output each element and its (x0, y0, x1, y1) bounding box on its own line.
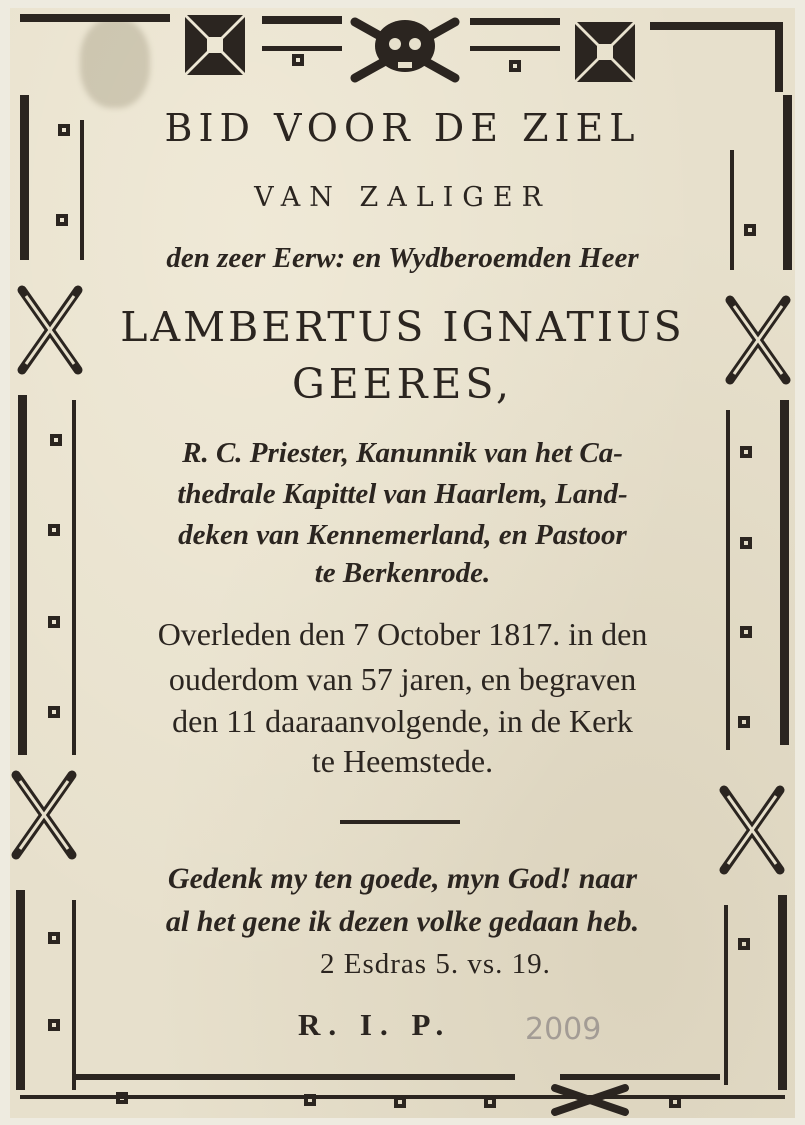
top-border (20, 14, 783, 92)
verse-line: al het gene ik dezen volke gedaan heb. (165, 905, 640, 938)
honorific: den zeer Eerw: en Wydberoemden Heer (166, 242, 639, 274)
verse-reference: 2 Esdras 5. vs. 19. (320, 948, 551, 980)
death-notice-line: te Heemstede. (311, 743, 494, 779)
bottom-border (20, 1074, 785, 1112)
titles-line: te Berkenrode. (314, 557, 491, 589)
deceased-name-line-2: GEERES, (291, 360, 514, 408)
handwritten-number: 2009 (525, 1012, 602, 1047)
skull-and-crossbones-icon (355, 20, 455, 78)
heading: BID VOOR DE ZIEL (164, 106, 641, 150)
verse-line: Gedenk my ten goede, myn God! naar (167, 862, 638, 895)
rip-closing: R. I. P. (298, 1007, 452, 1042)
deceased-name-line-1: LAMBERTUS IGNATIUS (120, 303, 685, 351)
crossed-bones-icon (555, 1088, 625, 1112)
subheading: VAN ZALIGER (254, 182, 551, 213)
titles-line: deken van Kennemerland, en Pastoor (178, 519, 627, 551)
death-notice-line: den 11 daaraanvolgende, in de Kerk (172, 703, 633, 739)
divider (340, 820, 460, 824)
death-notice-line: Overleden den 7 October 1817. in den (157, 616, 648, 652)
titles-line: R. C. Priester, Kanunnik van het Ca- (182, 437, 623, 469)
death-notice-line: ouderdom van 57 jaren, en begraven (168, 661, 637, 697)
titles-line: thedrale Kapittel van Haarlem, Land- (177, 478, 628, 510)
